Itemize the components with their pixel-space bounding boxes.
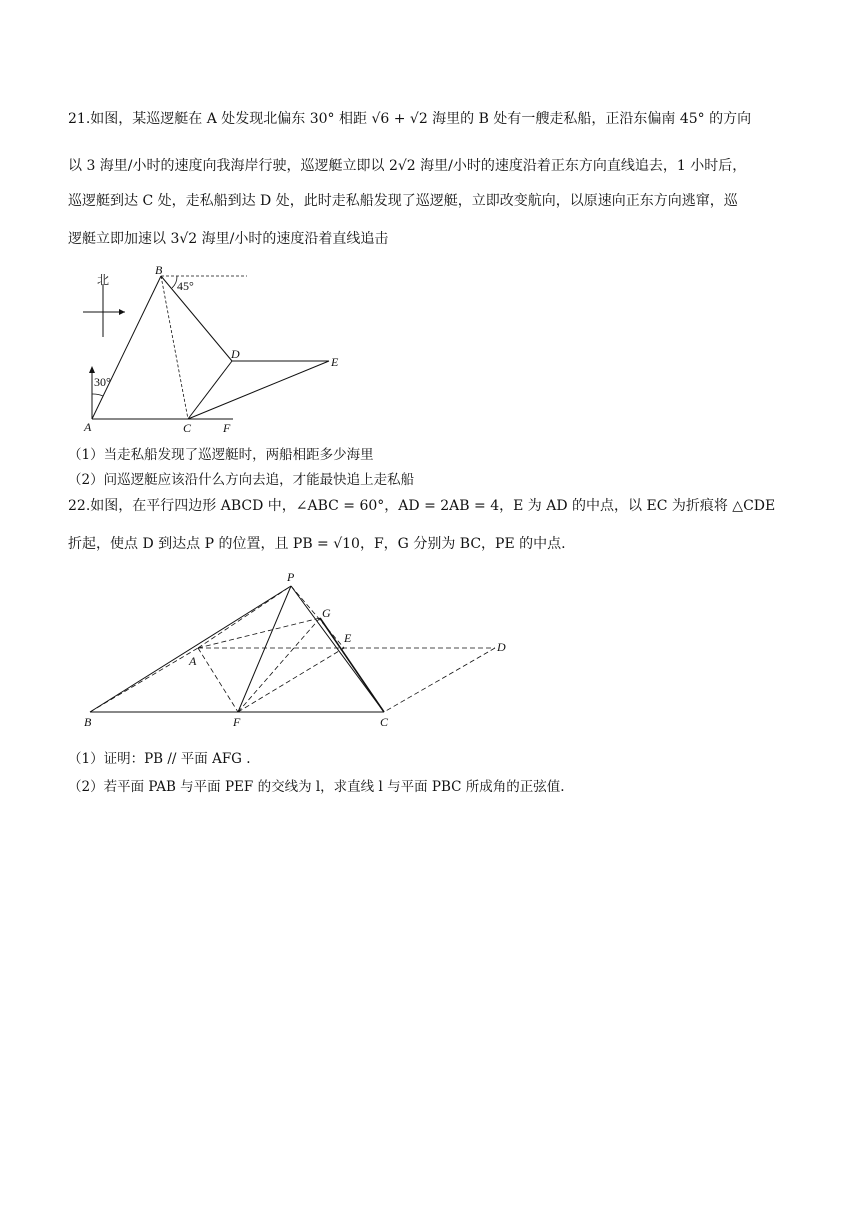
point-e-label: E: [344, 631, 352, 645]
point-f-label: F: [233, 715, 241, 729]
segment-fe: [238, 648, 344, 712]
point-f-label: F: [223, 421, 231, 434]
segment-af: [198, 648, 238, 712]
point-b-label: B: [84, 715, 92, 729]
point-e-label: E: [331, 355, 339, 369]
segment-dc: [384, 648, 495, 712]
segment-bd: [161, 276, 232, 361]
p21-line-2: [68, 155, 746, 175]
p22-line-2: 折起，使点 D 到达点 P 的位置，且 PB = √10，F，G 分别为 BC，PE 的中点.: [68, 536, 566, 552]
point-a-label: A: [189, 654, 197, 668]
point-d-label: D: [231, 347, 240, 361]
p21-line-3-text: 巡逻艇到达 C 处，走私船到达 D 处，此时走私船发现了巡逻艇，立即改变航向，以原速向正东方向逃窜，巡: [68, 193, 738, 209]
segment-pe: [291, 586, 344, 648]
p22-question-1: （1）证明：PB // 平面 AFG .: [68, 751, 251, 767]
p21-line-2-text: 以 3 海里/小时的速度向我海岸行驶，巡逻艇立即以 2√2 海里/小时的速度沿着正东方向直线追去，1 小时后，: [68, 158, 747, 174]
p21-question-1: （1）当走私船发现了巡逻艇时，两船相距多少海里: [68, 447, 374, 463]
segment-pf: [238, 586, 291, 712]
segment-ab: [92, 276, 161, 419]
p21-line-1-text: 21.如图，某巡逻艇在 A 处发现北偏东 30° 相距 √6 + √2 海里的 B 处有一艘走私船，正沿东偏南 45° 的方向: [68, 111, 752, 127]
segment-ba: [90, 648, 198, 712]
p21-figure: [75, 262, 355, 434]
segment-ce: [188, 361, 329, 419]
p21-line-1: [68, 108, 751, 128]
p21-line-3: [68, 190, 738, 210]
segment-gc: [320, 618, 384, 712]
p22-line-1: 22.如图，在平行四边形 ABCD 中，∠ABC = 60°，AD = 2AB = 4，E 为 AD 的中点，以 EC 为折痕将 △CDE: [68, 498, 776, 514]
segment-fg: [238, 618, 320, 712]
segment-pb: [90, 586, 291, 712]
angle-b-label: 45°: [177, 279, 194, 293]
segment-bc: [161, 276, 188, 419]
p21-question-2: （2）问巡逻艇应该沿什么方向去追，才能最快追上走私船: [68, 472, 415, 488]
p22-question-2: （2）若平面 PAB 与平面 PEF 的交线为 l，求直线 l 与平面 PBC 所成角的正弦值.: [68, 779, 565, 795]
north-label: 北: [97, 273, 110, 287]
p22-figure: [78, 566, 518, 732]
p21-line-4: [68, 228, 388, 248]
segment-pc: [291, 586, 384, 712]
point-g-label: G: [322, 606, 331, 620]
point-a-label: A: [84, 420, 92, 434]
point-b-label: B: [155, 263, 163, 277]
point-c-label: C: [183, 421, 192, 434]
point-d-label: D: [497, 640, 506, 654]
point-c-label: C: [380, 715, 389, 729]
p21-line-4-text: 逻艇立即加速以 3√2 海里/小时的速度沿着直线追击: [68, 231, 389, 247]
angle-a-label: 30°: [94, 375, 111, 389]
point-p-label: P: [287, 570, 295, 584]
east-arrow-icon: [119, 309, 125, 315]
a-north-arrow-icon: [89, 366, 95, 373]
angle-a-arc: [92, 394, 103, 396]
